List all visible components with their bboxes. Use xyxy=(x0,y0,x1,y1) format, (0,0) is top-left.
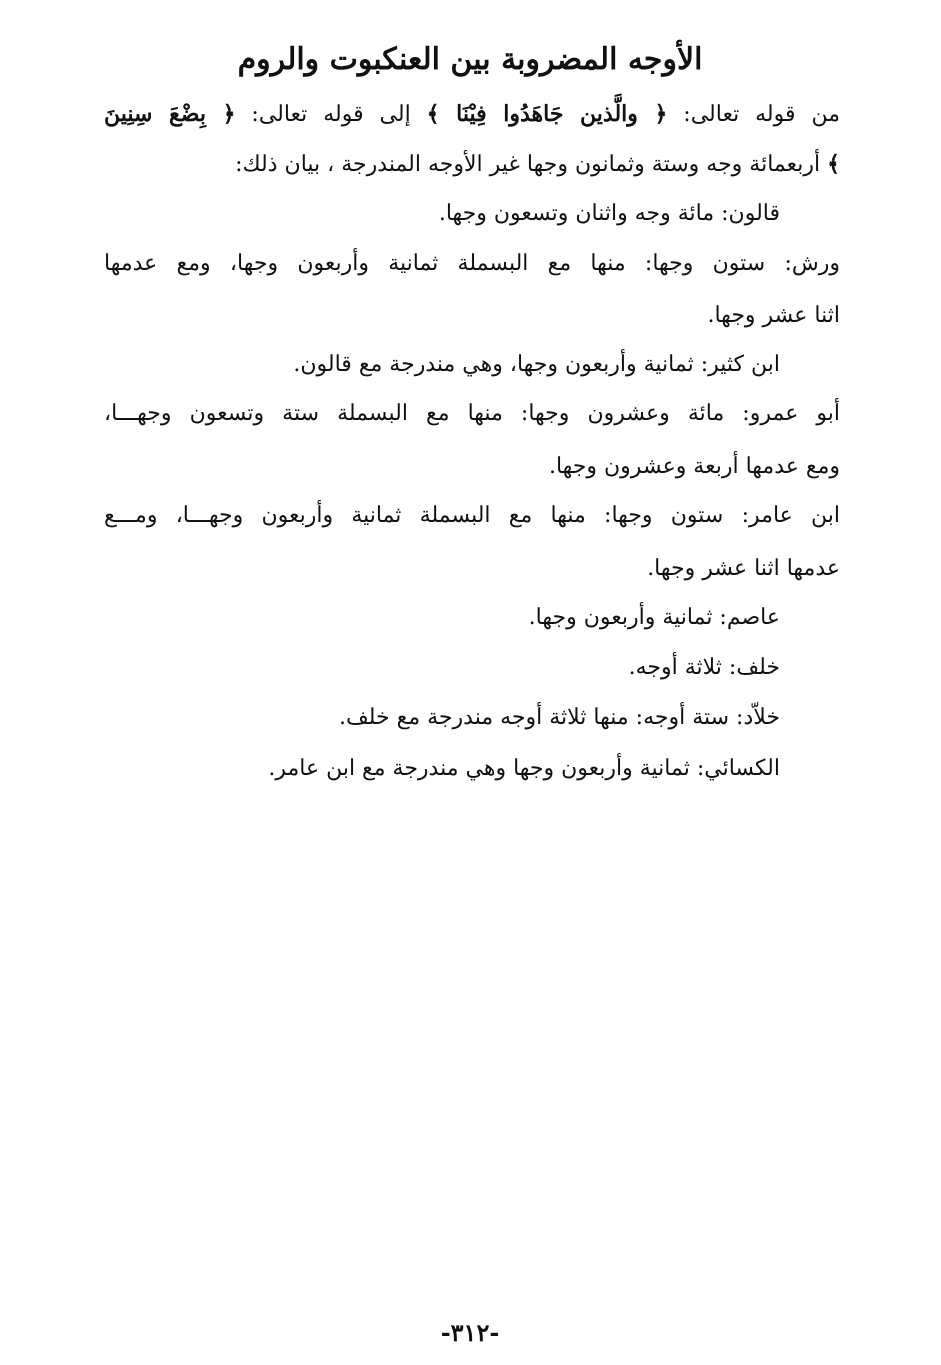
intro-text: أربعمائة وجه وستة وثمانون وجها غير الأوجه المندرجة ، بيان ذلك: xyxy=(235,152,828,177)
entry-abu-amr: أبو عمرو: مائة وعشرون وجها: منها مع البسملة ستة وتسعون وجهـــا، xyxy=(104,401,840,426)
entry-ibn-kathir: ابن كثير: ثمانية وأربعون وجها، وهي مندرجة مع قالون. xyxy=(293,352,780,377)
intro-line-2 xyxy=(104,146,840,183)
page-number: -٣١٢- xyxy=(440,1318,500,1347)
entry-asim: عاصم: ثمانية وأربعون وجها. xyxy=(528,605,780,630)
quran-verse: ﴿ والَّذين جَاهَدُوا فِيْنَا ﴾ xyxy=(426,101,668,127)
entry-abu-amr-cont: ومع عدمها أربعة وعشرون وجها. xyxy=(548,454,840,479)
intro-line-1 xyxy=(104,96,840,133)
entry-warsh-cont: اثنا عشر وجها. xyxy=(707,303,840,328)
entry-khalaf: خلف: ثلاثة أوجه. xyxy=(628,655,780,680)
verse-bracket: ﴾ xyxy=(827,151,840,177)
intro-text: من قوله تعالى: xyxy=(667,102,840,127)
entry-ibn-amir-cont: عدمها اثنا عشر وجها. xyxy=(647,556,840,581)
entry-kisai: الكسائي: ثمانية وأربعون وجها وهي مندرجة مع ابن عامر. xyxy=(268,756,780,781)
page-title: الأوجه المضروبة بين العنكبوت والروم xyxy=(237,42,703,77)
quran-verse: ﴿ بِضْعَ سِنِينَ xyxy=(104,101,236,127)
entry-ibn-amir: ابن عامر: ستون وجها: منها مع البسملة ثمانية وأربعون وجهـــا، ومـــع xyxy=(104,503,840,528)
entry-khallad: خلاّد: ستة أوجه: منها ثلاثة أوجه مندرجة مع خلف. xyxy=(339,705,780,730)
entry-qalun: قالون: مائة وجه واثنان وتسعون وجها. xyxy=(438,201,780,226)
intro-text: إلى قوله تعالى: xyxy=(235,102,427,127)
entry-warsh: ورش: ستون وجها: منها مع البسملة ثمانية وأربعون وجها، ومع عدمها xyxy=(104,251,840,276)
